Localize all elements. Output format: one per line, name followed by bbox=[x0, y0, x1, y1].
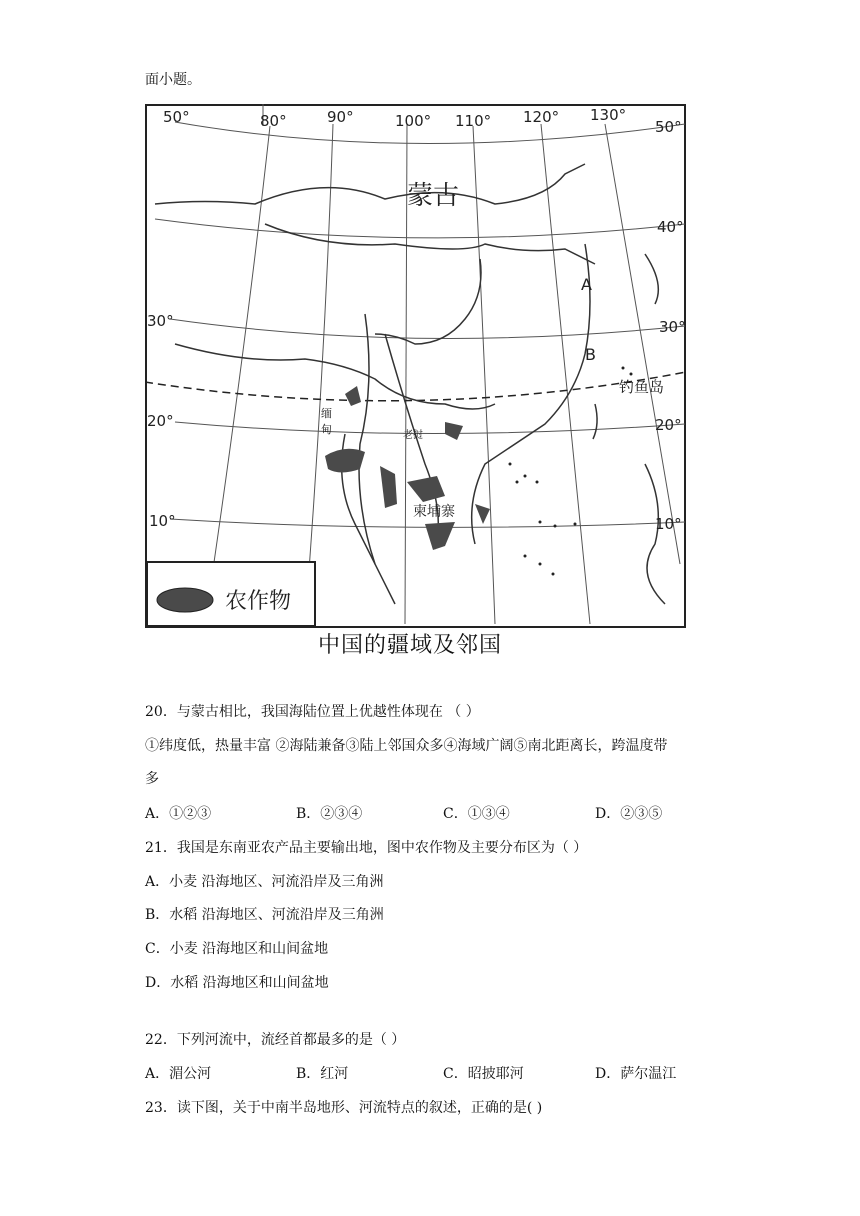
lat-30-left-label: 30° bbox=[147, 312, 174, 330]
lat-20-left-label: 20° bbox=[147, 412, 174, 430]
diaoyu-island-label: 钓鱼岛 bbox=[619, 378, 665, 396]
lon-130-label: 130° bbox=[590, 106, 627, 124]
lon-80-label: 80° bbox=[260, 112, 287, 130]
q21-option-a[interactable]: A．小麦 沿海地区、河流沿岸及三角洲 bbox=[145, 874, 384, 890]
intro-tail-text: 面小题。 bbox=[145, 72, 201, 88]
q22-option-c[interactable]: C．昭披耶河 bbox=[443, 1066, 524, 1082]
q23-stem: 23．读下图，关于中南半岛地形、河流特点的叙述，正确的是( ) bbox=[145, 1100, 543, 1116]
q22-option-b[interactable]: B．红河 bbox=[296, 1066, 349, 1082]
map-svg bbox=[145, 104, 686, 628]
cambodia-label: 柬埔寨 bbox=[413, 504, 455, 520]
q21-option-d[interactable]: D．水稻 沿海地区和山间盆地 bbox=[145, 975, 329, 991]
q21-stem: 21．我国是东南亚农产品主要输出地，图中农作物及主要分布区为（ ） bbox=[145, 840, 588, 856]
q22-stem: 22．下列河流中，流经首都最多的是（ ） bbox=[145, 1032, 406, 1048]
q20-option-b[interactable]: B．②③④ bbox=[296, 806, 363, 822]
lon-100-label: 100° bbox=[395, 112, 432, 130]
map-caption: 中国的疆域及邻国 bbox=[317, 633, 502, 658]
q20-stem: 20．与蒙古相比，我国海陆位置上优越性体现在 （ ） bbox=[145, 704, 480, 720]
mongolia-label: 蒙古 bbox=[407, 181, 460, 211]
q21-option-b[interactable]: B．水稻 沿海地区、河流沿岸及三角洲 bbox=[145, 907, 384, 923]
lon-90-label: 90° bbox=[327, 108, 354, 126]
q20-option-a[interactable]: A．①②③ bbox=[145, 806, 212, 822]
laos-label: 老挝 bbox=[403, 430, 423, 441]
point-b-label: B bbox=[585, 345, 596, 364]
lat-40-right-label: 40° bbox=[657, 218, 684, 236]
q20-items-line2: 多 bbox=[145, 771, 159, 787]
legend-crop-label: 农作物 bbox=[225, 589, 292, 614]
q20-items-line1: ①纬度低，热量丰富 ②海陆兼备③陆上邻国众多④海域广阔⑤南北距离长，跨温度带 bbox=[145, 738, 668, 754]
lat-20-right-label: 20° bbox=[655, 416, 682, 434]
legend-crop-swatch bbox=[157, 588, 213, 612]
china-territory-map bbox=[145, 104, 686, 628]
lon-110-label: 110° bbox=[455, 112, 492, 130]
myanmar-label-2: 甸 bbox=[321, 423, 332, 436]
myanmar-label-1: 缅 bbox=[321, 407, 332, 420]
q22-option-a[interactable]: A．湄公河 bbox=[145, 1066, 212, 1082]
lat-50-right-label: 50° bbox=[655, 118, 682, 136]
q20-option-c[interactable]: C．①③④ bbox=[443, 806, 510, 822]
point-a-label: A bbox=[581, 275, 592, 294]
q20-option-d[interactable]: D．②③⑤ bbox=[595, 806, 663, 822]
lat-50-left-label: 50° bbox=[163, 108, 190, 126]
lat-10-left-label: 10° bbox=[149, 512, 176, 530]
lat-10-right-label: 10° bbox=[655, 515, 682, 533]
lon-120-label: 120° bbox=[523, 108, 560, 126]
lat-30-right-label: 30° bbox=[659, 318, 686, 336]
q22-option-d[interactable]: D．萨尔温江 bbox=[595, 1066, 677, 1082]
q21-option-c[interactable]: C．小麦 沿海地区和山间盆地 bbox=[145, 941, 329, 957]
